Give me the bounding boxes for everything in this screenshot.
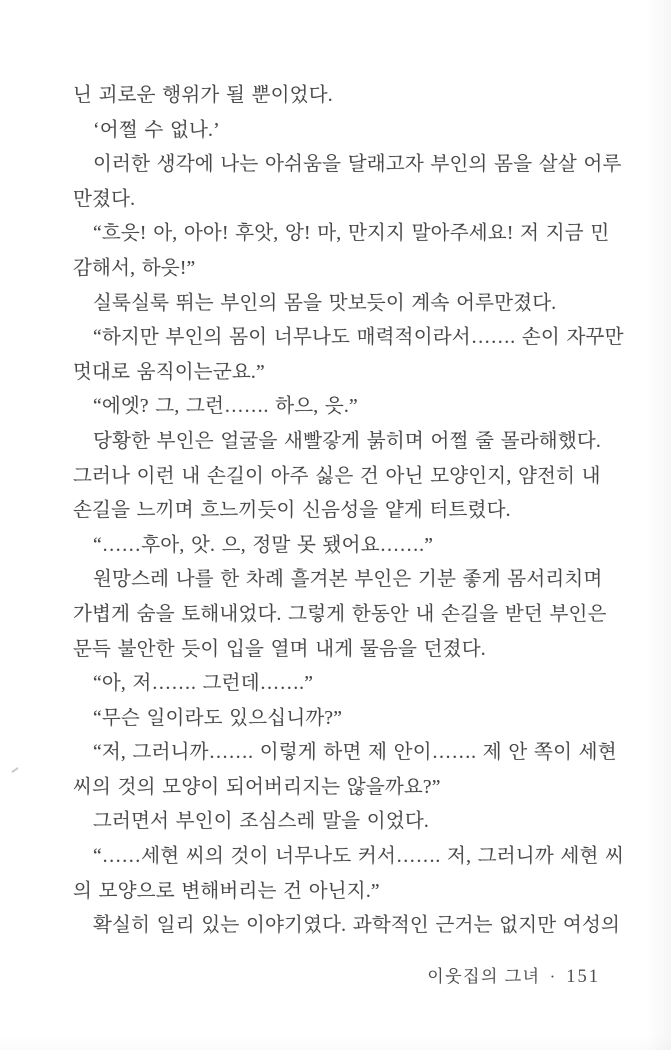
text-line: 그러나 이런 내 손길이 아주 싫은 건 아닌 모양인지, 얌전히 내 bbox=[73, 465, 601, 487]
footer-page-number: 151 bbox=[566, 967, 600, 987]
text-line: 확실히 일리 있는 이야기였다. 과학적인 근거는 없지만 여성의 bbox=[93, 915, 621, 937]
page-text bbox=[73, 79, 625, 944]
text-line: 당황한 부인은 얼굴을 새빨갛게 붉히며 어쩔 줄 몰라해했다. bbox=[93, 430, 601, 452]
footer bbox=[73, 962, 600, 988]
text-line: 문득 불안한 듯이 입을 열며 내게 물음을 던졌다. bbox=[73, 638, 486, 660]
text-line: “……후아, 앗. 으, 정말 못 됐어요…….” bbox=[93, 534, 434, 556]
footer-book-title: 이웃집의 그녀 bbox=[427, 967, 541, 986]
text-line: 멋대로 움직이는군요.” bbox=[73, 361, 265, 383]
text-line: ‘어쩔 수 없나.’ bbox=[93, 119, 220, 141]
text-line: 감해서, 하읏!” bbox=[73, 257, 196, 279]
scan-edge-shading-right bbox=[645, 0, 671, 1050]
text-line: 의 모양으로 변해버리는 건 아닌지.” bbox=[73, 880, 380, 902]
text-line: 만졌다. bbox=[73, 188, 136, 210]
text-line: “흐읏! 아, 아아! 후앗, 앙! 마, 만지지 말아주세요! 저 지금 민 bbox=[93, 223, 610, 245]
text-line: 닌 괴로운 행위가 될 뿐이었다. bbox=[73, 85, 333, 106]
text-line: “무슨 일이라도 있으십니까?” bbox=[93, 707, 343, 729]
text-line: 손길을 느끼며 흐느끼듯이 신음성을 얕게 터트렸다. bbox=[73, 500, 511, 522]
text-line: 씨의 것의 모양이 되어버리지는 않을까요?” bbox=[73, 776, 441, 798]
text-line: “아, 저……. 그런데…….” bbox=[93, 673, 314, 695]
footer-separator-dot: · bbox=[549, 967, 556, 986]
text-line: “에엣? 그, 그런……. 하으, 읏.” bbox=[93, 396, 358, 418]
text-line: “……세현 씨의 것이 너무나도 커서……. 저, 그러니까 세현 씨 bbox=[93, 846, 625, 868]
text-line: 실룩실룩 뛰는 부인의 몸을 맛보듯이 계속 어루만졌다. bbox=[93, 292, 557, 314]
text-line: 가볍게 숨을 토해내었다. 그렇게 한동안 내 손길을 받던 부인은 bbox=[73, 603, 607, 625]
scan-artifact-speck bbox=[11, 767, 19, 773]
text-line: 그러면서 부인이 조심스레 말을 이었다. bbox=[93, 811, 429, 833]
text-line: “저, 그러니까……. 이렇게 하면 제 안이……. 제 안 쪽이 세현 bbox=[93, 742, 617, 764]
text-line: 이러한 생각에 나는 아쉬움을 달래고자 부인의 몸을 살살 어루 bbox=[93, 154, 622, 176]
text-line: “하지만 부인의 몸이 너무나도 매력적이라서……. 손이 자꾸만 bbox=[93, 327, 624, 349]
scan-edge-shading-bottom bbox=[0, 1036, 671, 1050]
text-line: 원망스레 나를 한 차례 흘겨본 부인은 기분 좋게 몸서리치며 bbox=[93, 569, 603, 591]
